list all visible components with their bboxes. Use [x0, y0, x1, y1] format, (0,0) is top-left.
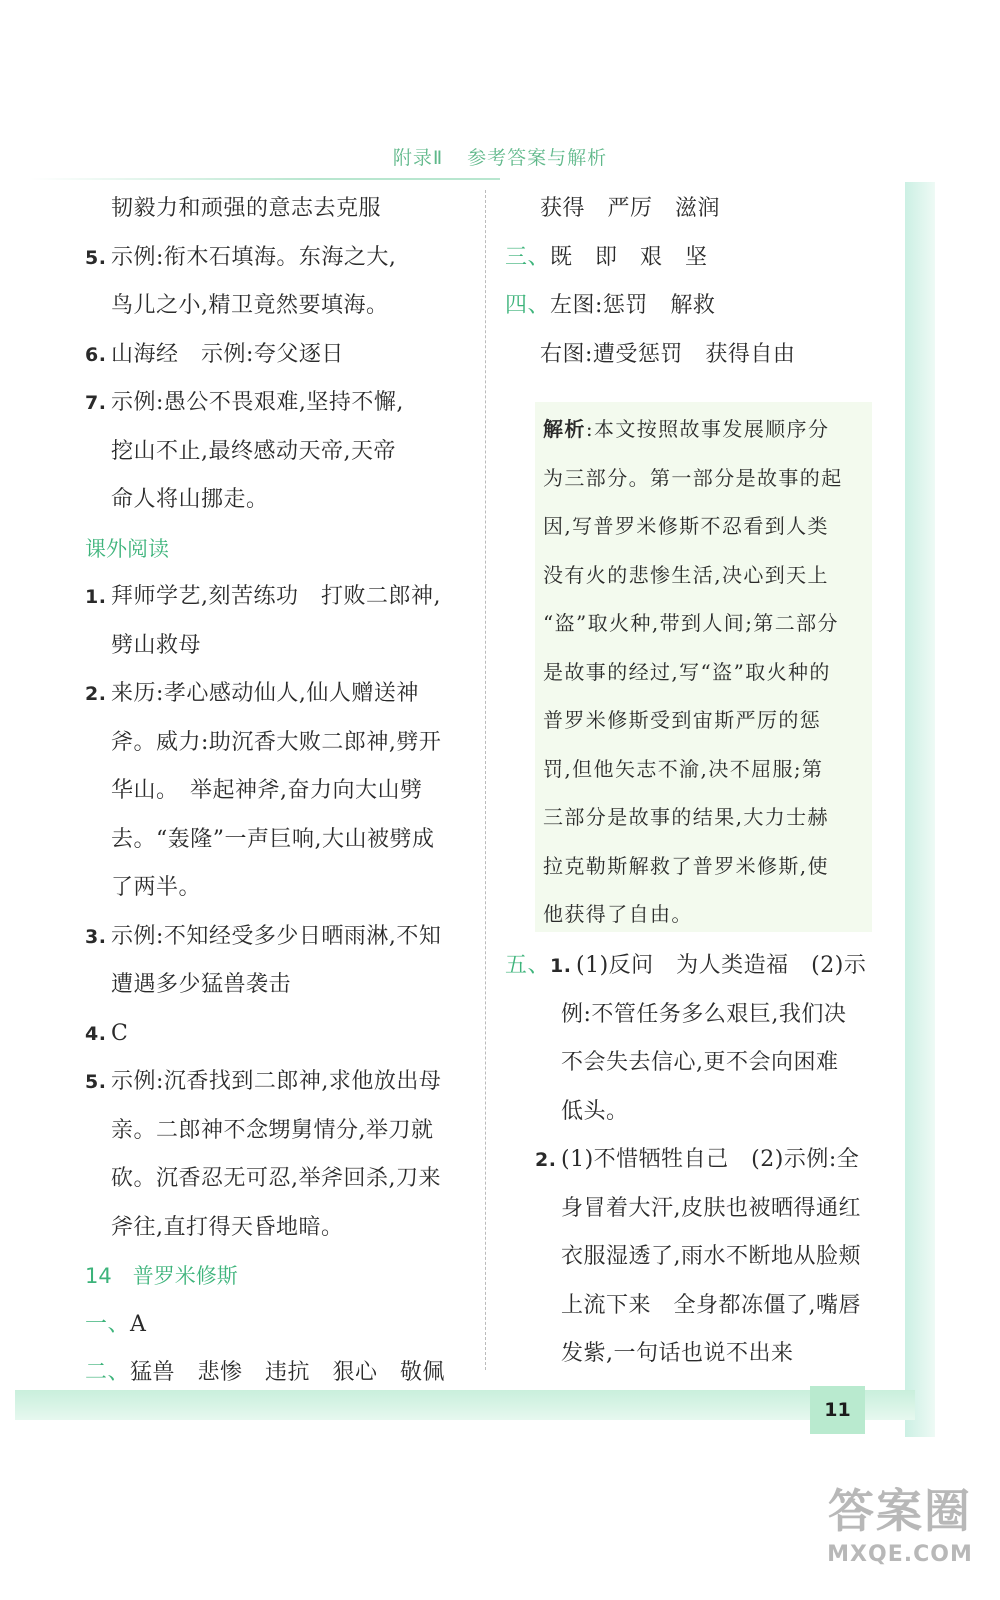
analysis-box	[535, 402, 872, 932]
analysis-line: “盗”取火种,带到人间;第二部分	[543, 611, 839, 635]
item-text: 左图:惩罚 解救	[550, 293, 716, 318]
item-number: 4.	[85, 1022, 107, 1045]
answer-line: 不会失去信心,更不会向困难	[561, 1050, 839, 1075]
answer-line: 韧毅力和顽强的意志去克服	[111, 196, 382, 221]
answer-line: 鸟儿之小,精卫竟然要填海。	[111, 293, 389, 318]
answer-item	[85, 1349, 465, 1398]
lesson-number: 14	[85, 1264, 112, 1288]
analysis-line: 为三部分。第一部分是故事的起	[543, 465, 843, 490]
answer-item	[85, 331, 465, 380]
page-number: 11	[810, 1386, 865, 1434]
answer-line: 华山。 举起神斧,奋力向大山劈	[111, 778, 423, 803]
answer-line: 右图:遭受惩罚 获得自由	[540, 341, 796, 367]
part-mark: 三、	[505, 244, 551, 270]
analysis-label: 解析	[543, 417, 586, 441]
item-text: A	[130, 1311, 147, 1337]
item-text: 拜师学艺,刻苦练功 打败二郎神,	[111, 584, 441, 609]
appendix-label: 附录Ⅱ	[392, 147, 444, 169]
analysis-line: 没有火的悲惨生活,决心到天上	[543, 562, 829, 587]
answer-item	[85, 1010, 465, 1059]
page-header	[0, 143, 1000, 170]
answer-item	[505, 282, 885, 331]
item-number: 7.	[85, 392, 107, 414]
item-text: C	[111, 1020, 129, 1046]
header-title: 参考答案与解析	[467, 147, 608, 169]
header-rule	[30, 178, 500, 180]
analysis-line	[543, 405, 864, 454]
answer-line: 遭遇多少猛兽袭击	[111, 972, 292, 997]
item-text: 来历:孝心感动仙人,仙人赠送神	[111, 681, 419, 706]
item-text: 示例:愚公不畏艰难,坚持不懈,	[111, 390, 404, 415]
right-column-continued	[505, 942, 885, 1379]
analysis-line: 拉克勒斯解救了普罗米修斯,使	[543, 853, 829, 878]
watermark-url: MXQE.COM	[827, 1542, 973, 1567]
lesson-title: 普罗米修斯	[132, 1264, 238, 1288]
answer-line: 斧往,直打得天昏地暗。	[111, 1214, 344, 1240]
item-number: 2.	[85, 683, 107, 705]
item-number: 2.	[535, 1149, 557, 1171]
answer-line: 砍。沉香忍无可忍,举斧回杀,刀来	[111, 1166, 441, 1191]
answer-item	[85, 1301, 465, 1350]
part-mark: 五、	[505, 953, 551, 978]
lesson-heading	[85, 1252, 465, 1301]
part-mark: 一、	[85, 1311, 131, 1337]
item-number: 5.	[85, 246, 107, 269]
item-text: (1)不惜牺牲自己 (2)示例:全	[561, 1147, 860, 1172]
item-text: 示例:衔木石填海。东海之大,	[111, 244, 397, 270]
answer-item	[505, 234, 885, 283]
answer-line: 发紫,一句话也说不出来	[561, 1341, 794, 1366]
analysis-line: 三部分是故事的结果,大力士赫	[543, 805, 829, 829]
answer-line: 去。“轰隆”一声巨响,大山被劈成	[111, 826, 435, 852]
item-number: 1.	[550, 955, 572, 977]
item-text: 示例:沉香找到二郎神,求他放出母	[111, 1069, 442, 1094]
answer-line: 斧。威力:助沉香大败二郎神,劈开	[111, 729, 442, 755]
answer-line: 身冒着大汗,皮肤也被晒得通红	[561, 1195, 861, 1221]
answer-line: 亲。二郎神不念甥舅情分,举刀就	[111, 1117, 434, 1143]
item-text: (1)反问 为人类造福 (2)示	[576, 953, 867, 978]
item-number: 1.	[85, 586, 107, 608]
watermark-logo	[815, 1480, 985, 1590]
item-number: 3.	[85, 925, 107, 948]
item-number: 6.	[85, 343, 107, 366]
analysis-line: 罚,但他矢志不渝,决不屈服;第	[543, 756, 824, 781]
answer-line: 衣服湿透了,雨水不断地从脸颊	[561, 1244, 861, 1269]
answer-line: 了两半。	[111, 875, 202, 900]
column-divider	[485, 190, 486, 1370]
answer-line: 劈山救母	[111, 632, 202, 658]
answer-line: 命人将山挪走。	[111, 487, 269, 512]
answer-line: 上流下来 全身都冻僵了,嘴唇	[561, 1292, 861, 1318]
answer-item	[505, 1136, 885, 1185]
watermark-logo-text: 答案圈	[828, 1484, 972, 1538]
analysis-line: 因,写普罗米修斯不忍看到人类	[543, 514, 829, 538]
part-mark: 二、	[85, 1360, 131, 1385]
left-column	[85, 185, 465, 1398]
answer-line: 低头。	[561, 1098, 629, 1124]
answer-line: 挖山不止,最终感动天帝,天帝	[111, 438, 396, 464]
answer-item	[85, 1058, 465, 1107]
answer-line: 获得 严厉 滋润	[540, 196, 721, 221]
item-text: 猛兽 悲惨 违抗 狠心 敬佩	[130, 1360, 446, 1385]
analysis-line: 普罗米修斯受到宙斯严厉的惩	[543, 708, 822, 732]
answer-item	[85, 379, 465, 428]
item-number: 5.	[85, 1071, 107, 1093]
analysis-line: 是故事的经过,写“盗”取火种的	[543, 659, 831, 684]
item-text: 既 即 艰 坚	[550, 244, 708, 270]
page-edge-decoration	[905, 182, 935, 1437]
item-text: 山海经 示例:夸父逐日	[111, 341, 344, 367]
answer-item	[85, 670, 465, 719]
right-column	[505, 185, 885, 379]
answer-item	[505, 942, 885, 991]
part-mark: 四、	[505, 293, 551, 318]
analysis-line: 他获得了自由。	[543, 902, 693, 926]
answer-item	[85, 234, 465, 283]
item-text: 示例:不知经受多少日晒雨淋,不知	[111, 923, 442, 949]
answer-line: 例:不管任务多么艰巨,我们决	[561, 1001, 847, 1027]
analysis-text: :本文按照故事发展顺序分	[585, 417, 830, 441]
section-heading: 课外阅读	[85, 536, 169, 561]
answer-item	[85, 913, 465, 962]
answer-item	[85, 573, 465, 622]
